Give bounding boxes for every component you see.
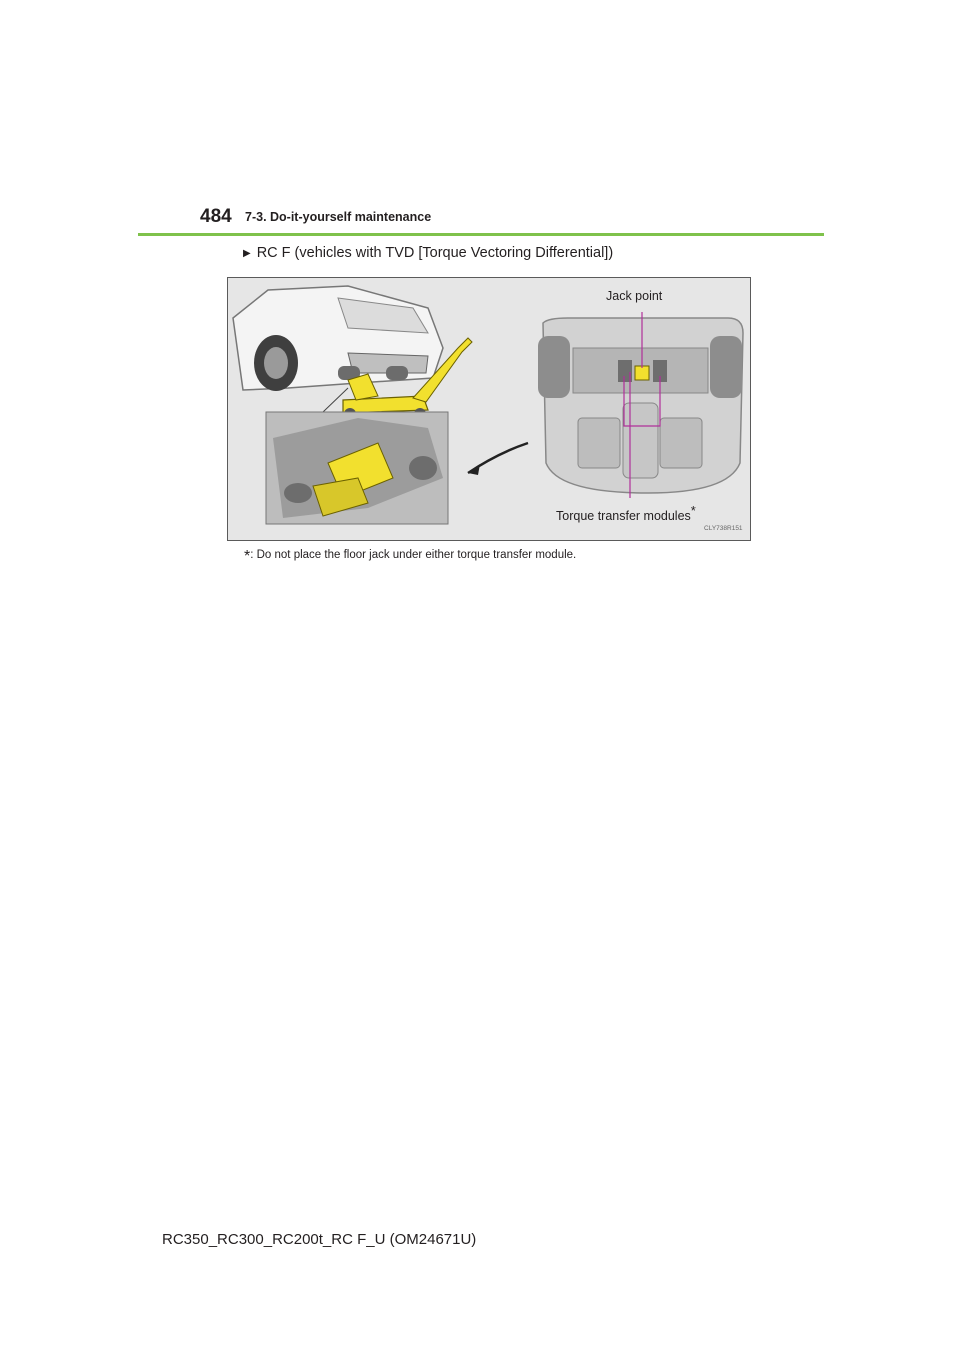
torque-modules-asterisk: *	[690, 503, 696, 518]
bullet-heading	[243, 245, 613, 261]
footer-model-text: RC350_RC300_RC200t_RC F_U (OM24671U)	[162, 1231, 477, 1248]
footnote-text: : Do not place the floor jack under either torque transfer module.	[250, 549, 577, 561]
detail-inset	[266, 412, 448, 524]
jack-point-label: Jack point	[606, 289, 663, 303]
figure-illustration	[228, 278, 750, 540]
car-rear-illustration	[233, 286, 443, 391]
footnote-marker: *	[244, 548, 251, 565]
bullet-triangle-icon: ▶	[243, 248, 251, 259]
header-rule	[138, 233, 824, 236]
figure-code: CLY738R151	[704, 525, 743, 532]
jack-point-figure	[227, 277, 751, 541]
bullet-text: RC F (vehicles with TVD [Torque Vectoring Differential])	[256, 245, 614, 261]
torque-modules-text: Torque transfer modules	[556, 509, 691, 524]
underbody-illustration	[538, 318, 743, 493]
section-title: 7-3. Do-it-yourself maintenance	[245, 210, 432, 224]
page-number: 484	[200, 206, 232, 227]
footnote	[244, 548, 576, 566]
torque-modules-label	[556, 503, 696, 523]
